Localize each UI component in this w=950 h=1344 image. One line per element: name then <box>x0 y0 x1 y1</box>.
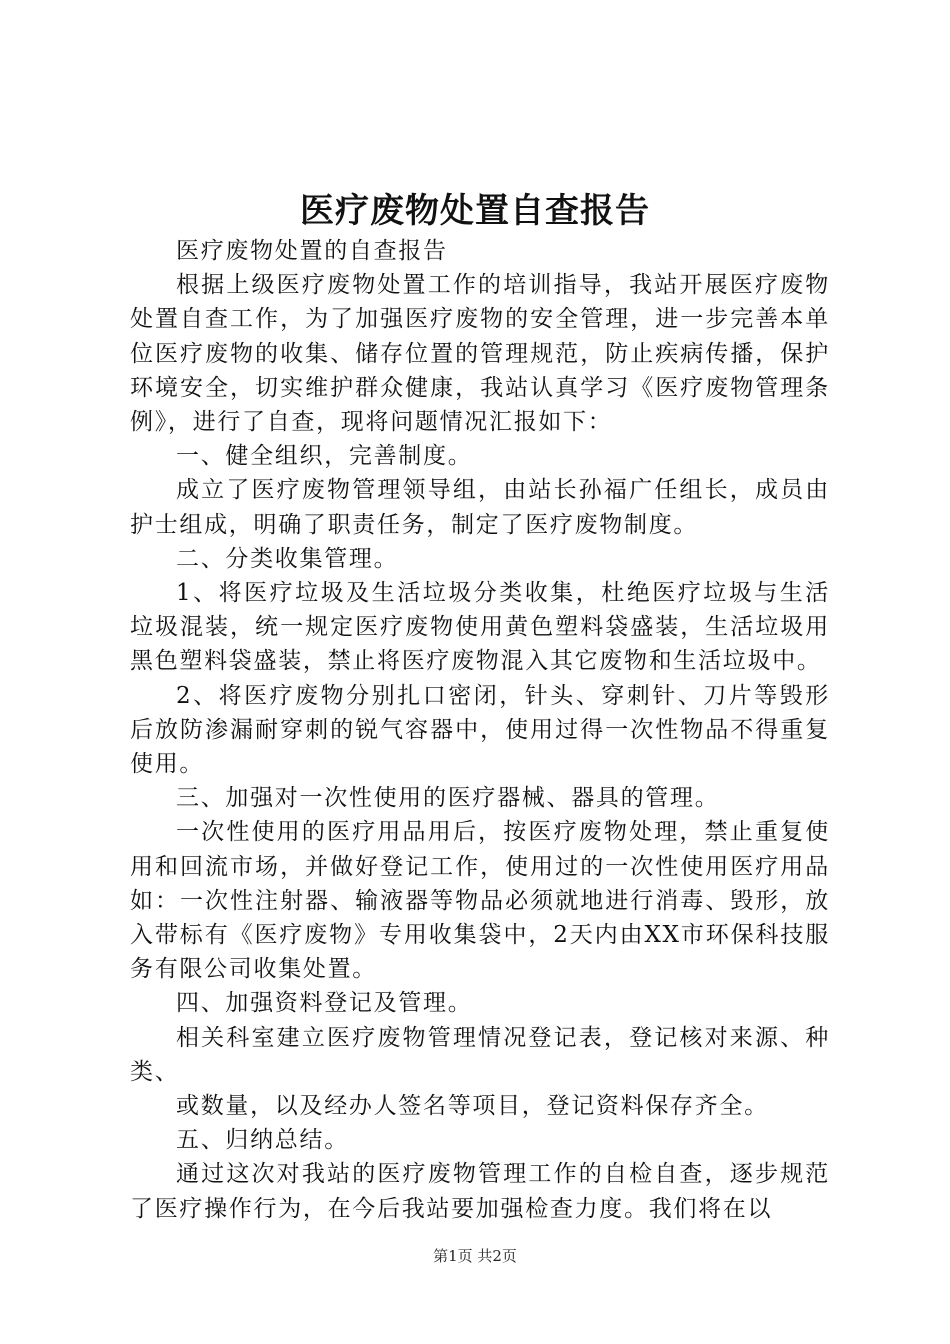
paragraph: 2、将医疗废物分别扎口密闭，针头、穿刺针、刀片等毁形后放防渗漏耐穿刺的锐气容器中，使用过得一次性物品不得重复使用。 <box>130 682 830 778</box>
section-heading: 二、分类收集管理。 <box>176 545 399 572</box>
paragraph: 医疗废物处置的自查报告 <box>176 238 448 264</box>
paragraph: 1、将医疗垃圾及生活垃圾分类收集，杜绝医疗垃圾与生活垃圾混装，统一规定医疗废物使用黄色塑料袋盛装，生活垃圾用黑色塑料袋盛装，禁止将医疗废物混入其它废物和生活垃圾中。 <box>130 580 830 675</box>
section-heading: 一、健全组织，完善制度。 <box>176 443 473 470</box>
page-footer: 第1页 共2页 <box>433 1247 517 1265</box>
paragraph: 通过这次对我站的医疗废物管理工作的自检自查，逐步规范了医疗操作行为，在今后我站要加强检查力度。我们将在以 <box>130 1161 830 1222</box>
paragraph: 或数量，以及经办人签名等项目，登记资料保存齐全。 <box>176 1093 769 1120</box>
section-heading: 五、归纳总结。 <box>176 1127 349 1154</box>
document-body <box>130 234 830 1226</box>
paragraph: 成立了医疗废物管理领导组，由站长孙福广任组长，成员由护士组成，明确了职责任务，制定了医疗废物制度。 <box>130 477 830 538</box>
document-title: 医疗废物处置自查报告 <box>300 191 650 231</box>
paragraph: 一次性使用的医疗用品用后，按医疗废物处理，禁止重复使用和回流市场，并做好登记工作，使用过的一次性使用医疗用品如：一次性注射器、输液器等物品必须就地进行消毒、毁形，放入带标有《医疗废物》专用收集袋中，2天内由XX市环保科技服务有限公司收集处置。 <box>130 819 830 983</box>
section-heading: 四、加强资料登记及管理。 <box>176 990 473 1017</box>
paragraph: 根据上级医疗废物处置工作的培训指导，我站开展医疗废物处置自查工作，为了加强医疗废物的安全管理，进一步完善本单位医疗废物的收集、储存位置的管理规范，防止疾病传播，保护环境安全，切实维护群众健康，我站认真学习《医疗废物管理条例》，进行了自查，现将问题情况汇报如下： <box>130 272 830 436</box>
paragraph: 相关科室建立医疗废物管理情况登记表，登记核对来源、种类、 <box>130 1024 830 1085</box>
section-heading: 三、加强对一次性使用的医疗器械、器具的管理。 <box>176 785 720 812</box>
